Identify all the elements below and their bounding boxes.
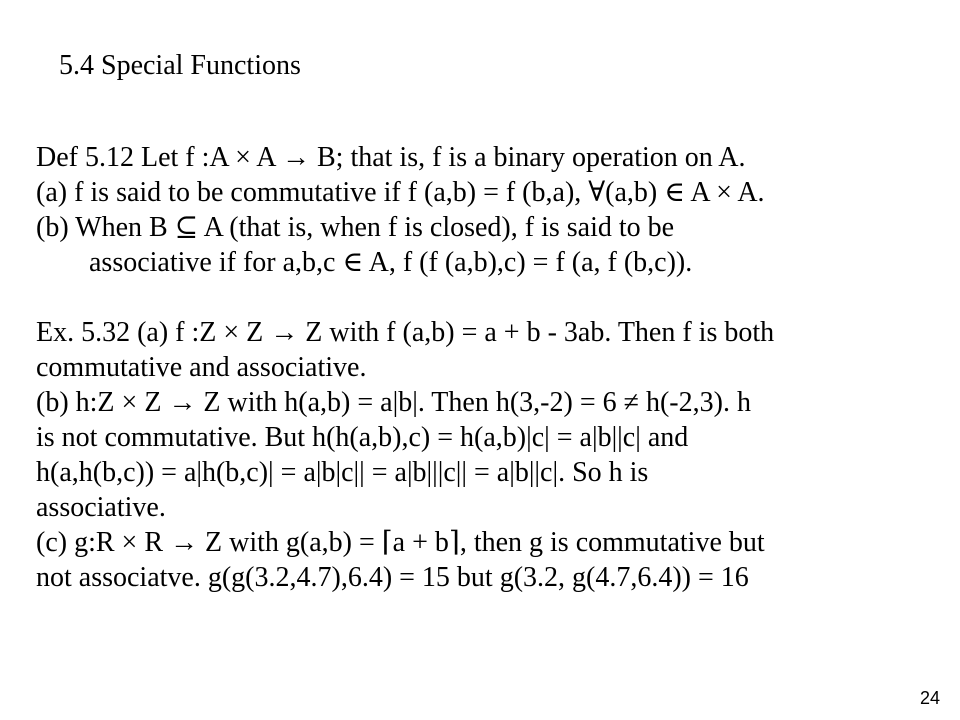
example-line: (c) g:R × R → Z with g(a,b) = ⌈a + b⌉, then g is commutative but: [36, 527, 765, 558]
example-line: associative.: [36, 492, 166, 523]
example-line: is not commutative. But h(h(a,b),c) = h(a,b)|c| = a|b||c| and: [36, 422, 689, 453]
example-line: Ex. 5.32 (a) f :Z × Z → Z with f (a,b) = a + b - 3ab. Then f is both: [36, 317, 775, 348]
example-line: not associatve. g(g(3.2,4.7),6.4) = 15 but g(3.2, g(4.7,6.4)) = 16: [36, 562, 749, 593]
definition-line: (a) f is said to be commutative if f (a,b) = f (b,a), ∀(a,b) ∈ A × A.: [36, 177, 765, 208]
definition-line: (b) When B ⊆ A (that is, when f is closed), f is said to be: [36, 212, 675, 243]
example-line: commutative and associative.: [36, 352, 367, 383]
definition-line: Def 5.12 Let f :A × A → B; that is, f is a binary operation on A.: [36, 142, 746, 173]
example-line: (b) h:Z × Z → Z with h(a,b) = a|b|. Then h(3,-2) = 6 ≠ h(-2,3). h: [36, 387, 751, 418]
slide-content: [36, 140, 936, 595]
page-number: 24: [919, 688, 940, 708]
spacer: [36, 280, 936, 315]
example-line: h(a,h(b,c)) = a|h(b,c)| = a|b|c|| = a|b|||c|| = a|b||c|. So h is: [36, 457, 649, 488]
slide-title: 5.4 Special Functions: [59, 50, 301, 81]
definition-line: associative if for a,b,c ∈ A, f (f (a,b),c) = f (a, f (b,c)).: [89, 247, 693, 278]
